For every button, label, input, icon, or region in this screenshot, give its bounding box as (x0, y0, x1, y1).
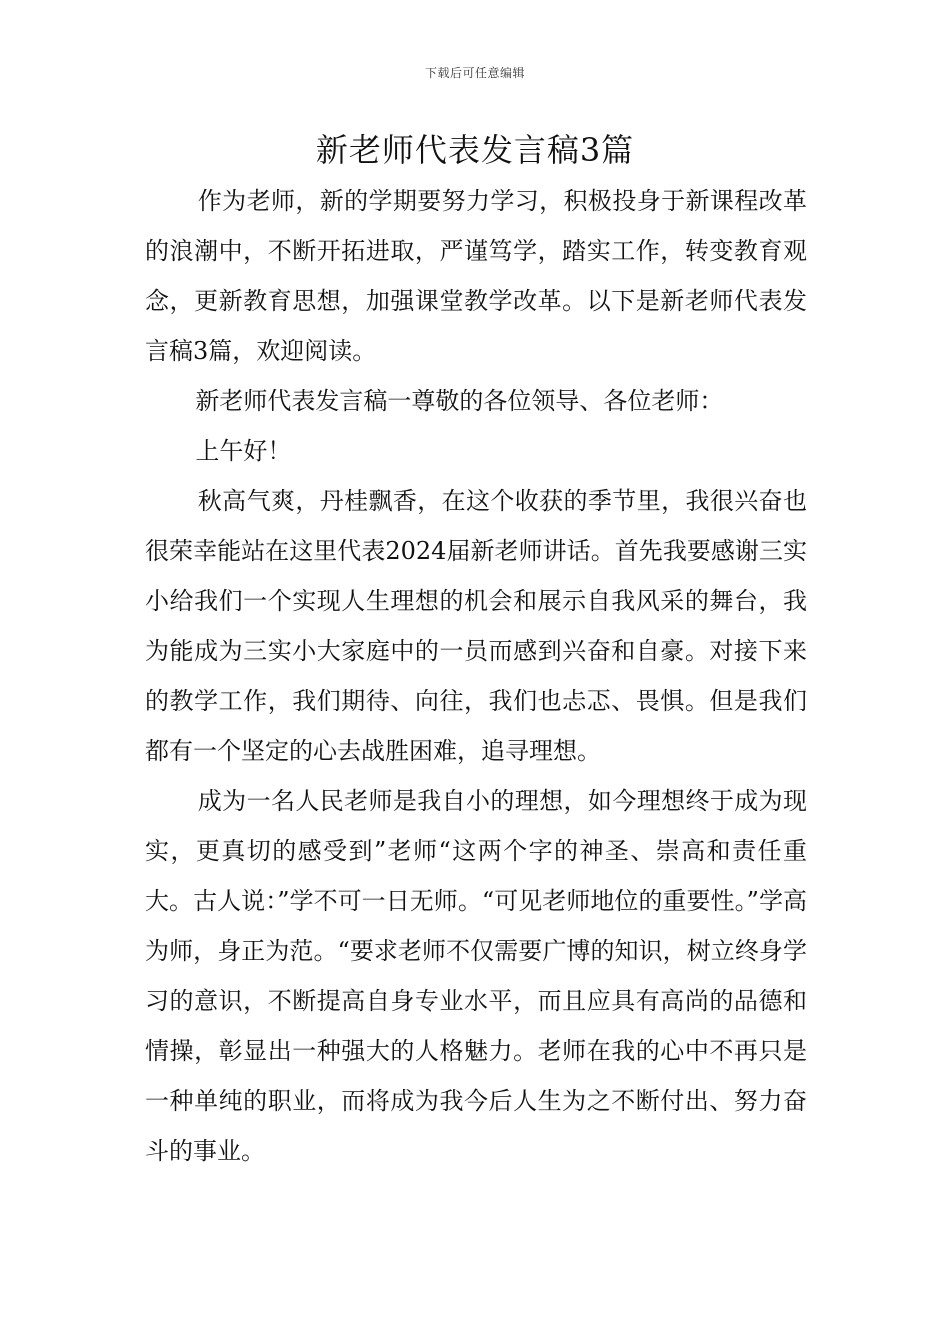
document-body (145, 176, 807, 1176)
paragraph-salutation: 新老师代表发言稿一尊敬的各位领导、各位老师： (195, 387, 724, 415)
document-title: 新老师代表发言稿3篇 (315, 131, 635, 169)
paragraph-body-2: 成为一名人民老师是我自小的理想，如今理想终于成为现实，更真切的感受到”老师“这两个字的神圣、崇高和责任重大。古人说：”学不可一日无师。“可见老师地位的重要性。”学高为师，身正为范。“要求老师不仅需要广博的知识，树立终身学习的意识，不断提高自身专业水平，而且应具有高尚的品德和情操，彰显出一种强大的人格魅力。老师在我的心中不再只是一种单纯的职业，而将成为我今后人生为之不断付出、努力奋斗的事业。 (145, 787, 807, 1165)
paragraph-body-1: 秋高气爽，丹桂飘香，在这个收获的季节里，我很兴奋也很荣幸能站在这里代表2024届新老师讲话。首先我要感谢三实小给我们一个实现人生理想的机会和展示自我风采的舞台，我为能成为三实小大家庭中的一员而感到兴奋和自豪。对接下来的教学工作，我们期待、向往，我们也忐忑、畏惧。但是我们都有一个坚定的心去战胜困难，追寻理想。 (145, 487, 807, 765)
header-note: 下载后可任意编辑 (424, 66, 525, 80)
paragraph-intro: 作为老师，新的学期要努力学习，积极投身于新课程改革的浪潮中，不断开拓进取，严谨笃学，踏实工作，转变教育观念，更新教育思想，加强课堂教学改革。以下是新老师代表发言稿3篇，欢迎阅读。 (145, 187, 807, 365)
paragraph-greeting: 上午好！ (195, 437, 292, 465)
